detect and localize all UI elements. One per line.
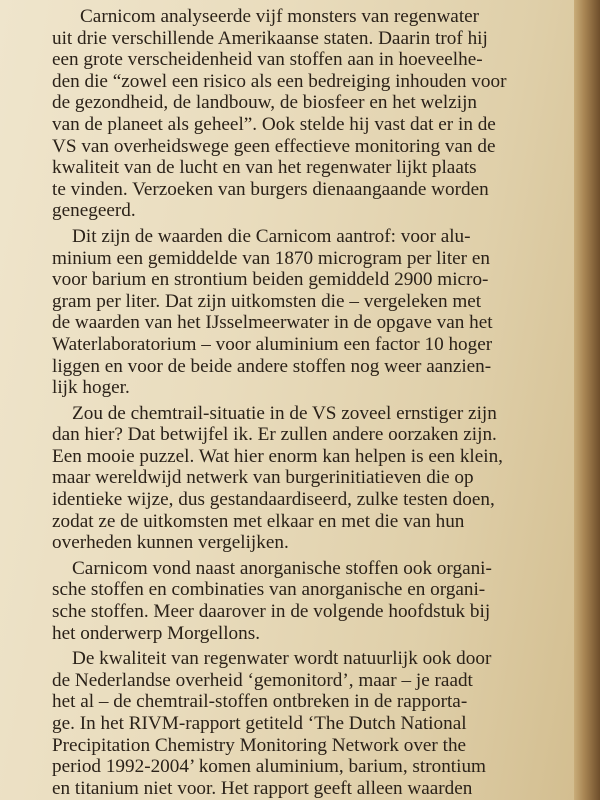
text-line: uit drie verschillende Amerikaanse staten. Daarin trof hij (52, 27, 488, 49)
paragraph-1 (52, 6, 540, 222)
text-line: Carnicom analyseerde vijf monsters van regenwater (80, 6, 480, 27)
text-line: gram per liter. Dat zijn uitkomsten die – vergeleken met (52, 290, 482, 312)
text-line: identieke wijze, dus gestandaardiseerd, zulke testen doen, (52, 489, 495, 511)
text-line: maar wereldwijd netwerk van burgerinitiatieven die op (52, 467, 474, 489)
paragraph-4 (52, 558, 540, 644)
text-line: de waarden van het IJsselmeerwater in de opgave van het (52, 312, 493, 334)
text-line: de gezondheid, de landbouw, de biosfeer en het welzijn (52, 92, 477, 114)
text-line: lijk hoger. (52, 377, 130, 399)
text-line: minium een gemiddelde van 1870 microgram per liter en (52, 247, 490, 269)
text-line: sche stoffen. Meer daarover in de volgende hoofdstuk bij (52, 601, 491, 623)
text-line: VS van overheidswege geen effectieve monitoring van de (52, 135, 496, 157)
text-line: en titanium niet voor. Het rapport geeft alleen waarden (52, 777, 473, 799)
text-line: het onderwerp Morgellons. (52, 622, 260, 644)
text-line: Zou de chemtrail-situatie in de VS zoveel ernstiger zijn (72, 402, 497, 424)
text-line: van de planeet als geheel”. Ook stelde hij vast dat er in de (52, 113, 496, 135)
text-line: ge. In het RIVM-rapport getiteld ‘The Dutch National (52, 713, 467, 734)
text-line: liggen en voor de beide andere stoffen nog weer aanzien- (52, 355, 492, 377)
paragraph-3 (52, 403, 540, 554)
text-line: het al – de chemtrail-stoffen ontbreken in de rapporta- (52, 691, 468, 713)
text-line: de Nederlandse overheid ‘gemonitord’, maar – je raadt (52, 669, 473, 691)
text-line: overheden kunnen vergelijken. (52, 532, 289, 554)
text-line: een grote verscheidenheid van stoffen aan in hoeveelhe- (52, 49, 483, 71)
text-line: De kwaliteit van regenwater wordt natuurlijk ook door (72, 648, 492, 670)
text-line: dan hier? Dat betwijfel ik. Er zullen andere oorzaken zijn. (52, 424, 497, 446)
paragraph-2 (52, 226, 540, 399)
text-line: sche stoffen en combinaties van anorganische en organi- (52, 579, 486, 601)
text-line: zodat ze de uitkomsten met elkaar en met die van hun (52, 510, 465, 532)
text-line: kwaliteit van de lucht en van het regenwater lijkt plaats (52, 157, 477, 179)
body-text (52, 6, 540, 800)
text-line: voor barium en strontium beiden gemiddeld 2900 micro- (52, 269, 489, 291)
text-line: Dit zijn de waarden die Carnicom aantrof: voor alu- (72, 225, 471, 247)
text-line: genegeerd. (52, 200, 136, 222)
text-line: den die “zowel een risico als een bedreiging inhouden voor (52, 70, 507, 92)
text-line: Waterlaboratorium – voor aluminium een factor 10 hoger (52, 333, 493, 355)
text-line: Een mooie puzzel. Wat hier enorm kan helpen is een klein, (52, 445, 503, 467)
text-line: Carnicom vond naast anorganische stoffen ook organi- (72, 557, 492, 579)
text-line: te vinden. Verzoeken van burgers dienaangaande worden (52, 178, 489, 200)
text-line: period 1992-2004’ komen aluminium, barium, strontium (52, 756, 486, 778)
paragraph-5 (52, 648, 540, 799)
book-page-edge (574, 0, 600, 800)
text-line: Precipitation Chemistry Monitoring Network over the (52, 734, 467, 756)
